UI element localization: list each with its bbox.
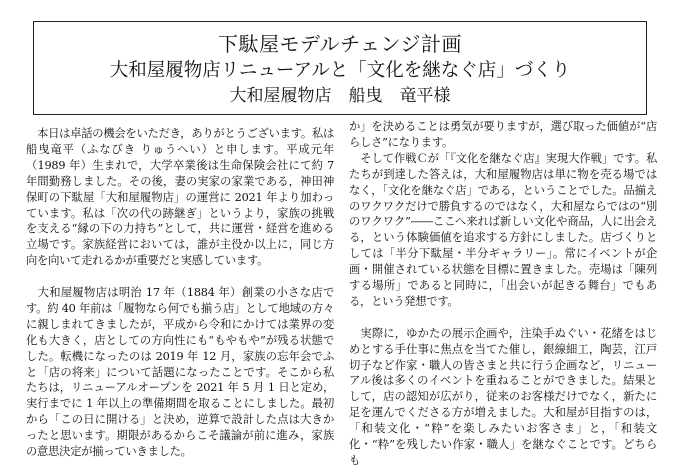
paragraph-history: 大和屋履物店は明治 17 年（1884 年）創業の小さな店です。約 40 年前は「履物なら何でも揃う店」として地域の方々に親しまれてきましたが，平成から令和にかけては業界の変化も大きく，店としての方向性にも“もやもや”が残る状態でした。転機になったのは 2019 年 12 月，家族の忘年会でふと「店の将来」について話題になったことです。そこから私たちは，リニューアルオープンを 2021 年 5 月 1 日と定め，実行までに 1 年以上の準備期間を取ることにしました。最初から「この日に開ける」と決め，逆算で設計した点は大きかったと思います。期限があるからこそ議論が前に進み，家族の意思決定が揃っていきました。 bbox=[26, 286, 334, 459]
speaker-name: 大和屋履物店 船曳 竜平様 bbox=[229, 86, 451, 106]
page-title: 下駄屋モデルチェンジ計画 bbox=[218, 32, 462, 56]
left-column bbox=[26, 126, 334, 460]
title-box bbox=[33, 21, 647, 115]
paragraph-intro: 本日は卓話の機会をいただき，ありがとうございます。私は船曳竜平（ふなびき りゅうへい）と申します。平成元年（1989 年）生まれで，大学卒業後は生命保険会社にて約 7 年間勤務しました。その後，妻の実家の家業である，神田神保町の下駄屋「大和屋履物店」の運営に 2021 年より加わっています。私は「次の代の跡継ぎ」というより，家族の挑戦を支える“縁の下の力持ち”として，共に運営・経営を進める立場です。家族経営においては，誰が主役か以上に，同じ方向を向いて走れるかが重要だと実感しています。 bbox=[26, 127, 334, 268]
paragraph-continued: か」を決めることは勇気が要りますが，選び取った価値が“店らしさ”になります。 bbox=[349, 120, 657, 149]
right-column bbox=[349, 119, 657, 469]
paragraph-strategy-c: そして作戦Ｃが「『文化を継なぐ店』実現大作戦」です。私たちが到達した答えは，大和屋履物店は単に物を売る場ではなく，「文化を継なぐ店」である，ということでした。品揃えのワクワクだけで勝負するのではなく，大和屋ならではの“別のワクワク”――ここへ来れば新しい文化や商品，人に出会える，という体験価値を追求する方針にしました。店づくりとしては「半分下駄屋・半分ギャラリー」。常にイベントが企画・開催されている状態を目標に置きました。売場は「陳列する場所」であると同時に，「出会いが起きる舞台」でもある，という発想です。 bbox=[349, 151, 657, 308]
paragraph-events: 実際に，ゆかたの展示企画や，注染手ぬぐい・花緒をはじめとする手仕事に焦点を当てた催し，銀線細工，陶芸，江戸切子など作家・職人の皆さまと共に行う企画など，リニューアル後は多くのイベントを重ねることができました。結果として，店の認知が広がり，従来のお客様だけでなく，新たに足を運んでくださる方が増えました。大和屋が目指すのは，「和装文化・“粋”を楽しみたいお客さま」と，「和装文化・“粋”を残したい作家・職人」を継なぐことです。どちらも bbox=[349, 326, 657, 468]
paragraph-gap bbox=[26, 269, 334, 285]
page-subtitle: 大和屋履物店リニューアルと「文化を継なぐ店」づくり bbox=[109, 60, 571, 81]
paragraph-gap bbox=[349, 310, 657, 326]
